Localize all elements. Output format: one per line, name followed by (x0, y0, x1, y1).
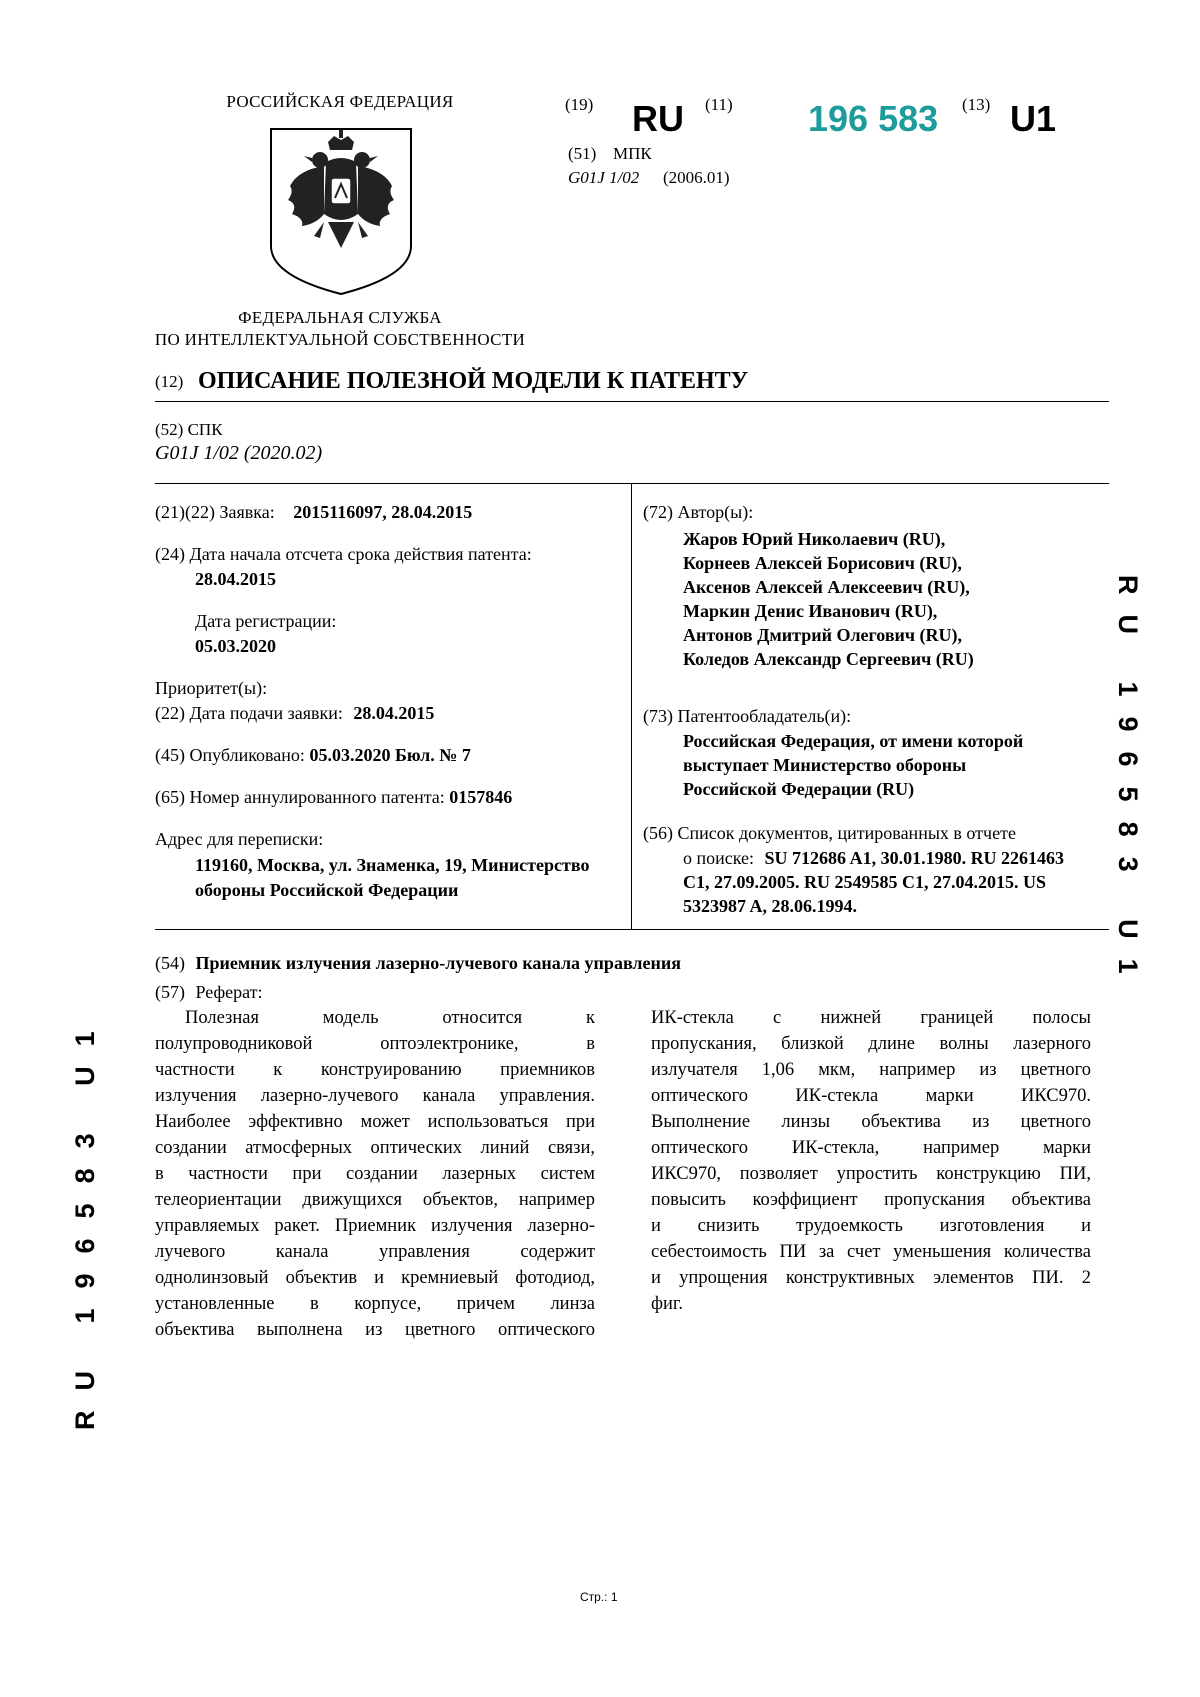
abstract-line: излучателя 1,06 мкм, например из цветного (651, 1060, 1091, 1080)
abstract-line: лучевого канала управления содержит (155, 1242, 595, 1262)
abstract-line: фиг. (651, 1294, 684, 1314)
application-value: 2015116097, 28.04.2015 (293, 502, 473, 522)
invention-title-field (155, 951, 681, 975)
spk-code (155, 420, 223, 440)
abstract-line: Полезная модель относится к (185, 1008, 595, 1028)
kind-code: U1 (1010, 98, 1057, 139)
author-name: Корнеев Алексей Борисович (RU), (683, 553, 962, 573)
abstract-line: излучения лазерно-лучевого канала управления. (155, 1086, 595, 1106)
code-57: (57) (155, 982, 185, 1002)
abstract-line: и снизить трудоемкость изготовления и (651, 1216, 1091, 1236)
annulled-field (155, 785, 512, 809)
docs-list (683, 846, 1103, 918)
priority-label: Приоритет(ы): (155, 678, 268, 698)
abstract-line: полупроводниковой оптоэлектронике, в (155, 1034, 595, 1054)
published-field (155, 743, 471, 767)
column-divider (631, 483, 632, 929)
side-label-right: RU 196583 U1 (1113, 575, 1143, 994)
holder-line: Российская Федерация, от имени которой (683, 731, 1024, 751)
abstract-column-2 (651, 1005, 1091, 1317)
abstract-line: ИК-стекла с нижней границей полосы (651, 1008, 1091, 1028)
abstract-label: Реферат: (195, 982, 263, 1002)
abstract-line: объектива выполнена из цветного оптического (155, 1320, 595, 1340)
agency-name-line1: ФЕДЕРАЛЬНАЯ СЛУЖБА (238, 308, 442, 327)
author-name: Маркин Денис Иванович (RU), (683, 601, 938, 621)
patent-number: 196 583 (808, 98, 939, 139)
abstract-line: повысить коэффициент пропускания объектива (651, 1190, 1091, 1210)
code-54: (54) (155, 953, 185, 973)
docs-line: C1, 27.09.2005. RU 2549585 C1, 27.04.2015. US (683, 872, 1047, 892)
country-name: РОССИЙСКАЯ ФЕДЕРАЦИЯ (226, 92, 454, 111)
page-number: Стр.: 1 (580, 1590, 618, 1604)
authors-label: (72) Автор(ы): (643, 502, 754, 522)
abstract-line: оптического ИК-стекла, например марки (651, 1138, 1091, 1158)
abstract-line: Наиболее эффективно может использоваться при (155, 1112, 595, 1132)
annulled-value: 0157846 (449, 787, 513, 807)
abstract-line: себестоимость ПИ за счет уменьшения количества (651, 1242, 1091, 1262)
code-19: (19) (565, 95, 594, 114)
docs-prefix: о поиске: (683, 848, 755, 868)
filing-field (155, 701, 434, 725)
title-divider (155, 401, 1109, 402)
registration-value: 05.03.2020 (195, 636, 276, 656)
address-label: Адрес для переписки: (155, 829, 324, 849)
author-name: Аксенов Алексей Алексеевич (RU), (683, 577, 970, 597)
code-11: (11) (705, 95, 733, 114)
author-name: Коледов Александр Сергеевич (RU) (683, 649, 974, 669)
author-name: Антонов Дмитрий Олегович (RU), (683, 625, 963, 645)
mpk-class: G01J 1/02 (568, 168, 640, 187)
abstract-line: частности к конструированию приемников (155, 1060, 595, 1080)
spk-class: G01J 1/02 (2020.02) (155, 442, 323, 464)
holder-line: выступает Министерство обороны (683, 755, 967, 775)
document-title: ОПИСАНИЕ ПОЛЕЗНОЙ МОДЕЛИ К ПАТЕНТУ (198, 368, 749, 394)
biblio-divider (155, 929, 1109, 930)
abstract-line: в частности при создании лазерных систем (155, 1164, 595, 1184)
abstract-line: оптического ИК-стекла марки ИКС970. (651, 1086, 1091, 1106)
code-13: (13) (962, 95, 991, 114)
abstract-line: телеориентации движущихся объектов, например (155, 1190, 595, 1210)
docs-line (683, 846, 1103, 870)
abstract-column-1 (155, 1005, 595, 1343)
term-start-label: (24) Дата начала отсчета срока действия патента: (155, 544, 532, 564)
authors-list (683, 527, 974, 671)
annulled-label: (65) Номер аннулированного патента: (155, 787, 445, 807)
docs-label: (56) Список документов, цитированных в отчете (643, 823, 1016, 843)
registration-label: Дата регистрации: (195, 611, 337, 631)
side-label-left: RU 196583 U1 (70, 1011, 100, 1430)
docs-line: 5323987 A, 28.06.1994. (683, 896, 858, 916)
abstract-line: создании атмосферных оптических линий связи, (155, 1138, 595, 1158)
mpk-version: (2006.01) (663, 168, 730, 187)
abstract-line: Выполнение линзы объектива из цветного (651, 1112, 1091, 1132)
published-value: 05.03.2020 Бюл. № 7 (309, 745, 471, 765)
code-12: (12) (155, 372, 184, 391)
holder-label: (73) Патентообладатель(и): (643, 706, 852, 726)
mpk-label: МПК (613, 144, 652, 163)
abstract-line: ИКС970, позволяет упростить конструкцию ПИ, (651, 1164, 1091, 1184)
application-field (155, 500, 472, 524)
abstract-line: установленные в корпусе, причем линза (155, 1294, 595, 1314)
docs-citation: SU 712686 A1, 30.01.1980. RU 2261463 (764, 848, 1065, 868)
country-code: RU (632, 98, 684, 139)
coat-of-arms-emblem (268, 126, 414, 296)
spk-divider (155, 483, 1109, 484)
author-name: Жаров Юрий Николаевич (RU), (683, 529, 946, 549)
holder-name (683, 729, 1023, 801)
abstract-line: пропускания, близкой длине волны лазерного (651, 1034, 1091, 1054)
filing-value: 28.04.2015 (353, 703, 435, 723)
abstract-line: однолинзовый объектив и кремниевый фотодиод, (155, 1268, 595, 1288)
holder-line: Российской Федерации (RU) (683, 779, 915, 799)
code-51: (51) (568, 144, 597, 163)
invention-title: Приемник излучения лазерно-лучевого канала управления (195, 953, 681, 973)
address-line1: 119160, Москва, ул. Знаменка, 19, Министерство (195, 855, 590, 875)
application-label: (21)(22) Заявка: (155, 502, 275, 522)
spk-label: СПК (187, 420, 223, 439)
abstract-line: управляемых ракет. Приемник излучения лазерно- (155, 1216, 595, 1236)
published-label: (45) Опубликовано: (155, 745, 305, 765)
address-line2: обороны Российской Федерации (195, 880, 459, 900)
filing-label: (22) Дата подачи заявки: (155, 703, 343, 723)
spk-code-number: (52) (155, 420, 184, 439)
abstract-line: и упрощения конструктивных элементов ПИ. 2 (651, 1268, 1091, 1288)
abstract-heading (155, 980, 263, 1004)
agency-name-line2: ПО ИНТЕЛЛЕКТУАЛЬНОЙ СОБСТВЕННОСТИ (154, 330, 526, 349)
term-start-value: 28.04.2015 (195, 569, 276, 589)
